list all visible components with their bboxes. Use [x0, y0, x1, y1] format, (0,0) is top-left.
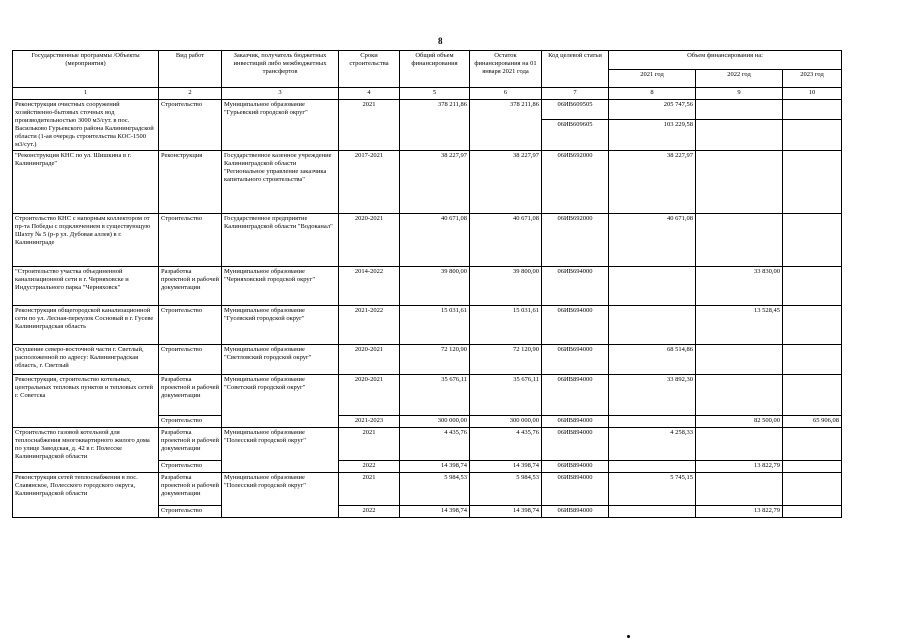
cell-2021: 205 747,56: [609, 100, 696, 120]
table-row: [13, 473, 842, 506]
cell-work: Реконструкция: [159, 151, 222, 214]
cell-2022: 13 822,79: [696, 506, 783, 518]
cell-program: Реконструкция очистных сооружений хозяйственно-бытовых сточных вод производительностью 3000 м3/сут. в пос. Васильково Гурьевского района Калининградской области (1-ая очередь строительства КОС-1500 м3/сут.): [13, 100, 159, 151]
cell-code: 06ИВ692000: [542, 151, 609, 214]
cell-code: 06ИВ694000: [542, 306, 609, 345]
cell-2021: 5 745,15: [609, 473, 696, 506]
cell-customer: Муниципальное образование "Полесский городской округ": [222, 473, 339, 518]
cell-work: Разработка проектной и рабочей документации: [159, 428, 222, 461]
header-2022: 2022 год: [696, 69, 783, 88]
cell-work: Строительство: [159, 461, 222, 473]
cell-2022: 33 830,00: [696, 267, 783, 306]
cell-remainder: 15 031,61: [470, 306, 542, 345]
cell-2021: [609, 267, 696, 306]
cell-program: "Строительство участка объединенной канализационной сети в г. Черняховске и Индустриального парка "Черняховск": [13, 267, 159, 306]
cell-remainder: 378 211,86: [470, 100, 542, 151]
header-code: Код целевой статьи: [542, 51, 609, 88]
cell-remainder: 4 435,76: [470, 428, 542, 461]
header-customer: Заказчик, получатель бюджетных инвестиций либо межбюджетных трансфертов: [222, 51, 339, 88]
cell-period: 2021-2022: [339, 306, 400, 345]
header-2021: 2021 год: [609, 69, 696, 88]
table-row: [13, 100, 842, 120]
cell-code: 06ИВ609605: [542, 120, 609, 151]
cell-customer: Муниципальное образование "Советский городской округ": [222, 375, 339, 428]
cell-2023: 65 906,08: [783, 416, 842, 428]
header-2023: 2023 год: [783, 69, 842, 88]
cell-2022: 13 528,45: [696, 306, 783, 345]
cell-code: 06ИВ894000: [542, 506, 609, 518]
cell-2022: 82 500,00: [696, 416, 783, 428]
cell-work: Строительство: [159, 506, 222, 518]
cell-remainder: 14 398,74: [470, 506, 542, 518]
cell-customer: Муниципальное образование "Черняховский городской округ": [222, 267, 339, 306]
cell-period: 2021: [339, 100, 400, 151]
cell-2022: [696, 428, 783, 461]
cell-period: 2021: [339, 428, 400, 461]
header-period: Сроки строительства: [339, 51, 400, 88]
cell-period: 2020-2021: [339, 375, 400, 416]
header-program: Государственные программы /Объекты (мероприятия): [13, 51, 159, 88]
table-row: [13, 267, 842, 306]
cell-2022: 13 822,79: [696, 461, 783, 473]
cell-2021: 4 258,33: [609, 428, 696, 461]
cell-code: 06ИВ894000: [542, 375, 609, 416]
cell-code: 06ИВ692000: [542, 214, 609, 267]
cell-work: Разработка проектной и рабочей документации: [159, 473, 222, 506]
header-financing: Объем финансирования на:: [609, 51, 842, 70]
cell-work: Строительство: [159, 306, 222, 345]
cell-customer: Государственное предприятие Калининградской области "Водоканал": [222, 214, 339, 267]
cell-2023: [783, 100, 842, 120]
page-number: 8: [438, 36, 443, 46]
cell-2022: [696, 214, 783, 267]
cell-total: 5 984,53: [400, 473, 470, 506]
cell-2022: [696, 375, 783, 416]
cell-program: "Реконструкция КНС по ул. Шишкина в г. Калининграде": [13, 151, 159, 214]
cell-work: Строительство: [159, 100, 222, 151]
header-remainder: Остаток финансирования на 01 января 2021 года: [470, 51, 542, 88]
cell-program: Реконструкция общегородской канализационной сети по ул. Лесная-переулок Сосновый в г. Гусеве Калининградская область: [13, 306, 159, 345]
cell-2021: 38 227,97: [609, 151, 696, 214]
cell-program: Осушение северо-восточной части г. Светлый, расположенной по адресу: Калининградская область, г. Светлый: [13, 345, 159, 375]
cell-program: Реконструкция сетей теплоснабжения в пос. Славянское, Полесского городского округа, Калининградской области: [13, 473, 159, 518]
cell-2021: 40 671,08: [609, 214, 696, 267]
cell-total: 300 000,00: [400, 416, 470, 428]
cell-code: 06ИВ694000: [542, 267, 609, 306]
cell-remainder: 300 000,00: [470, 416, 542, 428]
table-row: [13, 151, 842, 214]
cell-remainder: 5 984,53: [470, 473, 542, 506]
cell-2023: [783, 345, 842, 375]
table-row: [13, 375, 842, 416]
header-work-type: Вид работ: [159, 51, 222, 88]
financing-table: [12, 50, 842, 518]
cell-work: Строительство: [159, 214, 222, 267]
cell-2021: 68 514,86: [609, 345, 696, 375]
cell-remainder: 38 227,97: [470, 151, 542, 214]
cell-2022: [696, 100, 783, 120]
cell-total: 40 671,08: [400, 214, 470, 267]
cell-period: 2021-2023: [339, 416, 400, 428]
column-index-row: 1 2 3 4 5 6 7 8 9 10: [13, 88, 842, 100]
cell-period: 2020-2021: [339, 214, 400, 267]
header-total: Общий объем финансирования: [400, 51, 470, 88]
table-row: [13, 306, 842, 345]
cell-remainder: 39 800,00: [470, 267, 542, 306]
cell-customer: Муниципальное образование "Полесский городской округ": [222, 428, 339, 473]
cell-period: 2022: [339, 461, 400, 473]
cell-code: 06ИВ894000: [542, 428, 609, 461]
cell-2023: [783, 375, 842, 416]
cell-2023: [783, 214, 842, 267]
cell-2021: 33 892,30: [609, 375, 696, 416]
cell-total: 39 800,00: [400, 267, 470, 306]
cell-period: 2014-2022: [339, 267, 400, 306]
cell-total: 72 120,90: [400, 345, 470, 375]
cell-customer: Муниципальное образование "Светловский городской округ": [222, 345, 339, 375]
cell-remainder: 35 676,11: [470, 375, 542, 416]
cell-2023: [783, 151, 842, 214]
cell-customer: Государственное казенное учреждение Калининградской области "Региональное управление заказчика капитального строительства": [222, 151, 339, 214]
cell-total: 35 676,11: [400, 375, 470, 416]
cell-work: Строительство: [159, 345, 222, 375]
cell-work: Разработка проектной и рабочей документации: [159, 267, 222, 306]
cell-total: 4 435,76: [400, 428, 470, 461]
cell-total: 378 211,86: [400, 100, 470, 151]
scan-speck: [627, 635, 630, 638]
cell-total: 38 227,97: [400, 151, 470, 214]
cell-2023: [783, 428, 842, 461]
cell-period: 2021: [339, 473, 400, 506]
cell-2022: [696, 473, 783, 506]
cell-program: Строительство газовой котельной для теплоснабжения многоквартирного жилого дома по улице Заводская, д. 42 в г. Полесске Калининградской области: [13, 428, 159, 473]
cell-code: 06ИВ694000: [542, 345, 609, 375]
cell-program: Строительство КНС с напорным коллектором от пр-та Победы с подключением в существующую Шахту № 5 (р-р ул. Дубовая аллея) в г. Калининграде: [13, 214, 159, 267]
table-row: [13, 428, 842, 461]
cell-period: 2020-2021: [339, 345, 400, 375]
cell-2022: [696, 345, 783, 375]
cell-remainder: 14 398,74: [470, 461, 542, 473]
cell-total: 14 398,74: [400, 506, 470, 518]
cell-2023: [783, 473, 842, 506]
cell-work: Разработка проектной и рабочей документации: [159, 375, 222, 416]
cell-period: 2022: [339, 506, 400, 518]
cell-remainder: 40 671,08: [470, 214, 542, 267]
cell-program: Реконструкция, строительство котельных, центральных тепловых пунктов и тепловых сетей г. Советска: [13, 375, 159, 428]
table-row: [13, 214, 842, 267]
cell-total: 14 398,74: [400, 461, 470, 473]
cell-code: 06ИВ609505: [542, 100, 609, 120]
cell-2022: [696, 151, 783, 214]
cell-total: 15 031,61: [400, 306, 470, 345]
cell-period: 2017-2021: [339, 151, 400, 214]
cell-2023: [783, 267, 842, 306]
cell-code: 06ИВ894000: [542, 473, 609, 506]
cell-customer: Муниципальное образование "Гусевский городской округ": [222, 306, 339, 345]
cell-2021: 103 229,58: [609, 120, 696, 151]
table-row: [13, 345, 842, 375]
cell-2023: [783, 306, 842, 345]
cell-code: 06ИВ894000: [542, 416, 609, 428]
cell-code: 06ИВ894000: [542, 461, 609, 473]
cell-customer: Муниципальное образование "Гурьевский городской округ": [222, 100, 339, 151]
cell-work: Строительство: [159, 416, 222, 428]
cell-remainder: 72 120,90: [470, 345, 542, 375]
cell-2021: [609, 306, 696, 345]
